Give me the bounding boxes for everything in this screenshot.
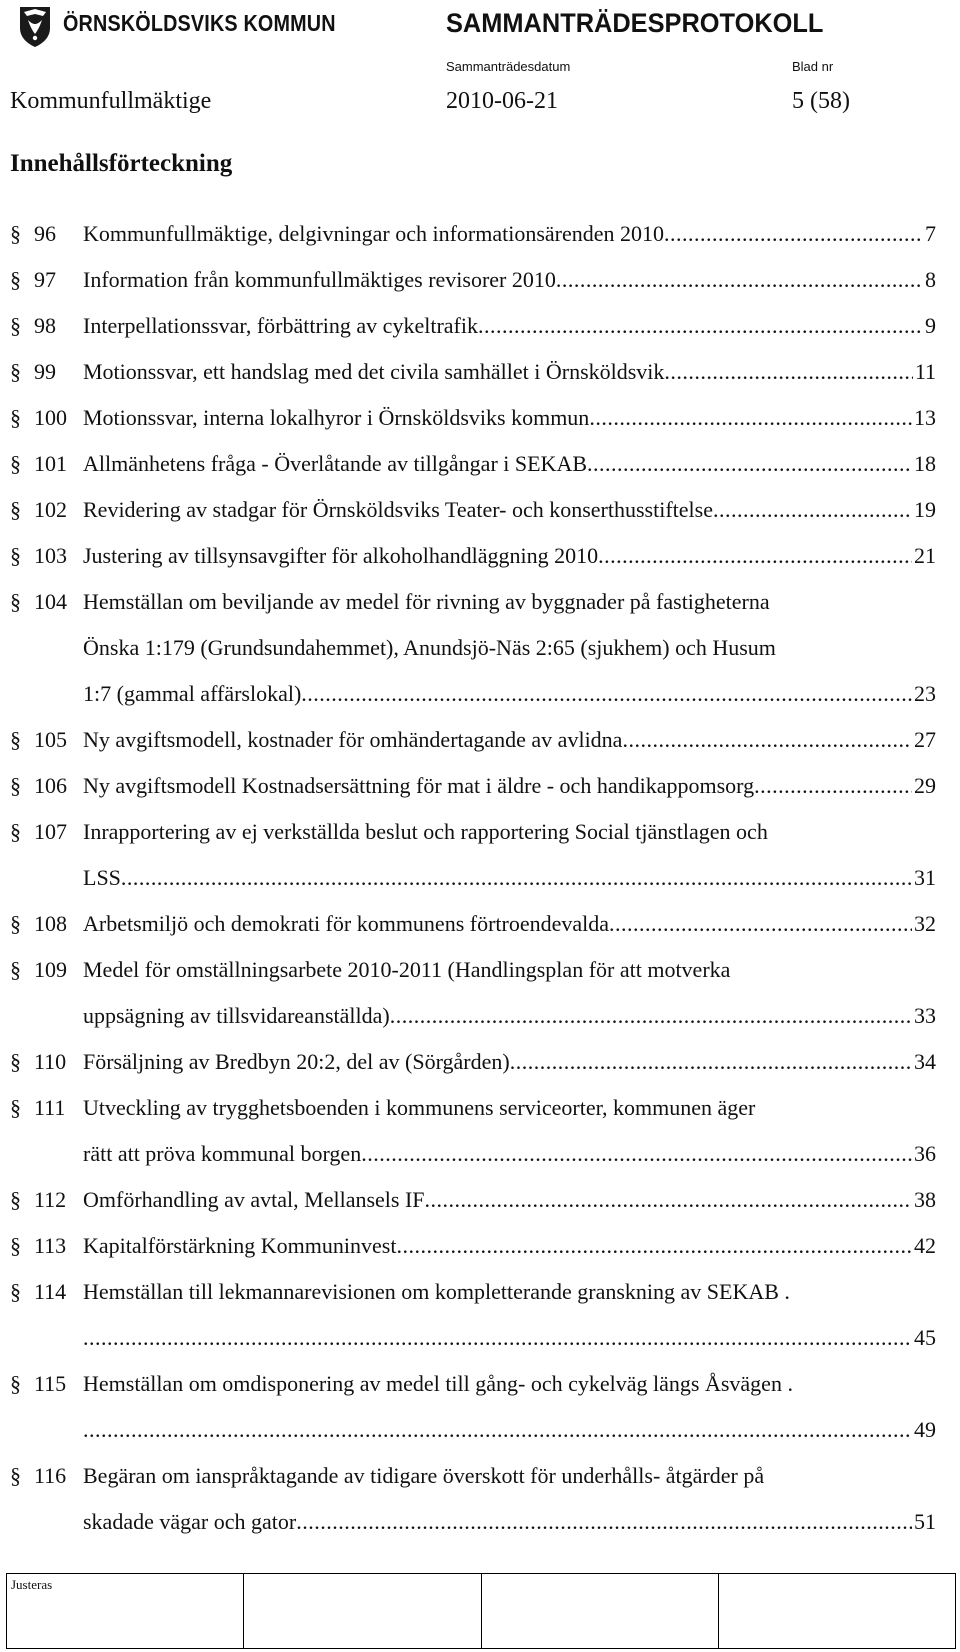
section-number: 106 — [34, 773, 67, 798]
toc-entry-title: Kommunfullmäktige, delgivningar och informationsärenden 2010 — [83, 221, 665, 246]
toc-entry-number — [10, 1039, 80, 1085]
toc-entry-number — [10, 1453, 80, 1499]
toc-entry — [0, 809, 960, 901]
toc-entry — [0, 1177, 960, 1223]
toc-page-number: 42 — [914, 1233, 936, 1258]
toc-entry — [0, 1361, 960, 1453]
toc-page-number: 31 — [914, 865, 936, 890]
toc-entry-title: Utveckling av trygghetsboenden i kommunens serviceorter, kommunen äger — [83, 1095, 756, 1120]
toc-entry-title: Försäljning av Bredbyn 20:2, del av (Sörgården) — [83, 1049, 510, 1074]
dot-leader — [510, 1039, 912, 1085]
section-mark: § — [10, 405, 21, 430]
section-number: 110 — [34, 1049, 67, 1074]
toc-entry — [0, 947, 960, 1039]
toc-entry — [0, 763, 960, 809]
section-mark: § — [10, 359, 21, 384]
section-number: 108 — [34, 911, 67, 936]
section-number: 114 — [34, 1279, 67, 1304]
toc-page-number: 9 — [925, 313, 936, 338]
signature-cell — [718, 1574, 955, 1649]
section-mark: § — [10, 773, 21, 798]
section-mark: § — [10, 911, 21, 936]
toc-entry-number — [10, 901, 80, 947]
toc-entry-title: Ny avgiftsmodell Kostnadsersättning för mat i äldre - och handikappomsorg — [83, 773, 755, 798]
section-mark: § — [10, 727, 21, 752]
toc-entry-title: 1:7 (gammal affärslokal) — [83, 681, 302, 706]
toc-page-number: 8 — [925, 267, 936, 292]
dot-leader — [713, 487, 912, 533]
toc-entry-title: Begäran om ianspråktagande av tidigare överskott för underhålls- åtgärder på — [83, 1463, 765, 1488]
toc-entry — [0, 1085, 960, 1177]
toc-page-number: 49 — [914, 1417, 936, 1442]
section-mark: § — [10, 819, 21, 844]
toc-entry-number — [10, 1223, 80, 1269]
table-of-contents — [0, 211, 960, 1545]
section-mark: § — [10, 1463, 21, 1488]
toc-entry — [0, 1223, 960, 1269]
section-number: 109 — [34, 957, 67, 982]
section-mark: § — [10, 497, 21, 522]
toc-entry-title: Önska 1:179 (Grundsundahemmet), Anundsjö-Näs 2:65 (sjukhem) och Husum — [83, 635, 776, 660]
justeras-label: Justeras — [11, 1577, 53, 1592]
dot-leader — [425, 1177, 912, 1223]
toc-entry-title: Hemställan om beviljande av medel för rivning av byggnader på fastigheterna — [83, 589, 770, 614]
signature-cell — [481, 1574, 718, 1649]
municipality-crest-icon — [18, 4, 52, 48]
toc-page-number: 7 — [925, 221, 936, 246]
toc-page-number: 38 — [914, 1187, 936, 1212]
dot-leader — [664, 211, 923, 257]
dot-leader — [556, 257, 923, 303]
toc-entry — [0, 211, 960, 257]
toc-page-number: 45 — [914, 1325, 936, 1350]
toc-entry-title: rätt att pröva kommunal borgen — [83, 1141, 362, 1166]
section-mark: § — [10, 543, 21, 568]
toc-entry-title: Medel för omställningsarbete 2010-2011 (Handlingsplan för att motverka — [83, 957, 731, 982]
toc-entry — [0, 257, 960, 303]
toc-entry — [0, 349, 960, 395]
toc-entry — [0, 717, 960, 763]
toc-entry-title: Ny avgiftsmodell, kostnader för omhändertagande av avlidna — [83, 727, 623, 752]
section-mark: § — [10, 267, 21, 292]
section-number: 96 — [34, 221, 56, 246]
dot-leader — [390, 993, 912, 1039]
toc-entry-number — [10, 303, 80, 349]
toc-entry — [0, 1039, 960, 1085]
dot-leader — [301, 671, 912, 717]
toc-entry-title: Arbetsmiljö och demokrati för kommunens förtroendevalda — [83, 911, 610, 936]
toc-page-number: 36 — [914, 1141, 936, 1166]
dot-leader — [83, 1407, 912, 1453]
signature-box-table — [6, 1573, 956, 1649]
toc-entry-number — [10, 441, 80, 487]
dot-leader — [478, 303, 923, 349]
toc-entry — [0, 395, 960, 441]
toc-entry — [0, 441, 960, 487]
toc-entry-title: Interpellationssvar, förbättring av cykeltrafik — [83, 313, 478, 338]
toc-entry — [0, 1453, 960, 1545]
section-mark: § — [10, 313, 21, 338]
section-number: 115 — [34, 1371, 67, 1396]
section-number: 112 — [34, 1187, 67, 1212]
toc-entry-title: Kapitalförstärkning Kommuninvest — [83, 1233, 397, 1258]
section-mark: § — [10, 957, 21, 982]
dot-leader — [598, 533, 912, 579]
section-number: 107 — [34, 819, 67, 844]
page-number-label: Blad nr — [792, 59, 834, 74]
toc-page-number: 11 — [914, 359, 936, 384]
section-number: 113 — [34, 1233, 67, 1258]
toc-page-number: 51 — [914, 1509, 936, 1534]
toc-entry-title: Revidering av stadgar för Örnsköldsviks Teater- och konserthusstiftelse — [83, 497, 713, 522]
toc-entry-number — [10, 1085, 80, 1131]
toc-entry-title: Omförhandling av avtal, Mellansels IF — [83, 1187, 425, 1212]
section-mark: § — [10, 1371, 21, 1396]
meeting-date-label: Sammanträdesdatum — [446, 59, 571, 74]
toc-entry-number — [10, 533, 80, 579]
toc-page-number: 21 — [914, 543, 936, 568]
toc-page-number: 29 — [914, 773, 936, 798]
dot-leader — [296, 1499, 912, 1545]
toc-entry-title: Information från kommunfullmäktiges revisorer 2010 — [83, 267, 556, 292]
dot-leader — [396, 1223, 912, 1269]
dot-leader — [361, 1131, 912, 1177]
dot-leader — [587, 441, 912, 487]
toc-page-number: 32 — [914, 911, 936, 936]
toc-entry-number — [10, 257, 80, 303]
toc-entry-number — [10, 763, 80, 809]
toc-entry-number — [10, 579, 80, 625]
section-number: 100 — [34, 405, 67, 430]
toc-entry-title: Justering av tillsynsavgifter för alkoholhandläggning 2010 — [83, 543, 599, 568]
section-number: 101 — [34, 451, 67, 476]
toc-page-number: 13 — [914, 405, 936, 430]
section-number: 105 — [34, 727, 67, 752]
toc-entry-title: Inrapportering av ej verkställda beslut och rapportering Social tjänstlagen och — [83, 819, 768, 844]
section-number: 97 — [34, 267, 56, 292]
section-mark: § — [10, 1049, 21, 1074]
toc-entry — [0, 303, 960, 349]
toc-entry-title: Hemställan om omdisponering av medel till gång- och cykelväg längs Åsvägen . — [83, 1371, 793, 1396]
toc-entry-number — [10, 1361, 80, 1407]
section-number: 116 — [34, 1463, 67, 1488]
toc-entry — [0, 1269, 960, 1361]
section-mark: § — [10, 451, 21, 476]
toc-entry-number — [10, 809, 80, 855]
toc-entry-number — [10, 349, 80, 395]
organization-name: ÖRNSKÖLDSVIKS KOMMUN — [63, 10, 336, 36]
section-mark: § — [10, 1095, 21, 1120]
toc-entry-title: Hemställan till lekmannarevisionen om kompletterande granskning av SEKAB . — [83, 1279, 790, 1304]
toc-page-number: 27 — [914, 727, 936, 752]
dot-leader — [83, 1315, 912, 1361]
dot-leader — [622, 717, 912, 763]
governing-body: Kommunfullmäktige — [10, 88, 212, 114]
section-number: 98 — [34, 313, 56, 338]
toc-entry-number — [10, 1177, 80, 1223]
justeras-cell — [7, 1574, 244, 1649]
dot-leader — [609, 901, 912, 947]
section-number: 99 — [34, 359, 56, 384]
dot-leader — [589, 395, 912, 441]
document-type: SAMMANTRÄDESPROTOKOLL — [446, 8, 824, 38]
toc-entry-number — [10, 211, 80, 257]
section-number: 104 — [34, 589, 67, 614]
toc-page-number: 19 — [914, 497, 936, 522]
section-number: 102 — [34, 497, 67, 522]
toc-entry-title: Motionssvar, ett handslag med det civila samhället i Örnsköldsvik — [83, 359, 665, 384]
toc-page-number: 33 — [914, 1003, 936, 1028]
toc-entry — [0, 579, 960, 717]
dot-leader — [754, 763, 912, 809]
section-mark: § — [10, 589, 21, 614]
toc-page-number: 18 — [914, 451, 936, 476]
toc-page-number: 23 — [914, 681, 936, 706]
toc-entry-number — [10, 487, 80, 533]
toc-entry-title: Allmänhetens fråga - Överlåtande av tillgångar i SEKAB — [83, 451, 588, 476]
toc-entry-title: skadade vägar och gator — [83, 1509, 297, 1534]
toc-entry — [0, 901, 960, 947]
section-number: 111 — [34, 1095, 66, 1120]
section-mark: § — [10, 1233, 21, 1258]
section-number: 103 — [34, 543, 67, 568]
toc-entry-title: LSS — [83, 865, 121, 890]
toc-entry-number — [10, 947, 80, 993]
section-mark: § — [10, 221, 21, 246]
dot-leader — [664, 349, 912, 395]
toc-entry-title: uppsägning av tillsvidareanställda) — [83, 1003, 390, 1028]
section-mark: § — [10, 1187, 21, 1212]
toc-entry-title: Motionssvar, interna lokalhyror i Örnsköldsviks kommun — [83, 405, 590, 430]
meeting-date: 2010-06-21 — [446, 88, 558, 114]
toc-title: Innehållsförteckning — [10, 150, 233, 177]
toc-entry-number — [10, 395, 80, 441]
toc-page-number: 34 — [914, 1049, 936, 1074]
toc-entry — [0, 487, 960, 533]
page-number: 5 (58) — [792, 88, 850, 114]
toc-entry — [0, 533, 960, 579]
signature-cell — [244, 1574, 481, 1649]
dot-leader — [121, 855, 912, 901]
toc-entry-number — [10, 1269, 80, 1315]
section-mark: § — [10, 1279, 21, 1304]
toc-entry-number — [10, 717, 80, 763]
